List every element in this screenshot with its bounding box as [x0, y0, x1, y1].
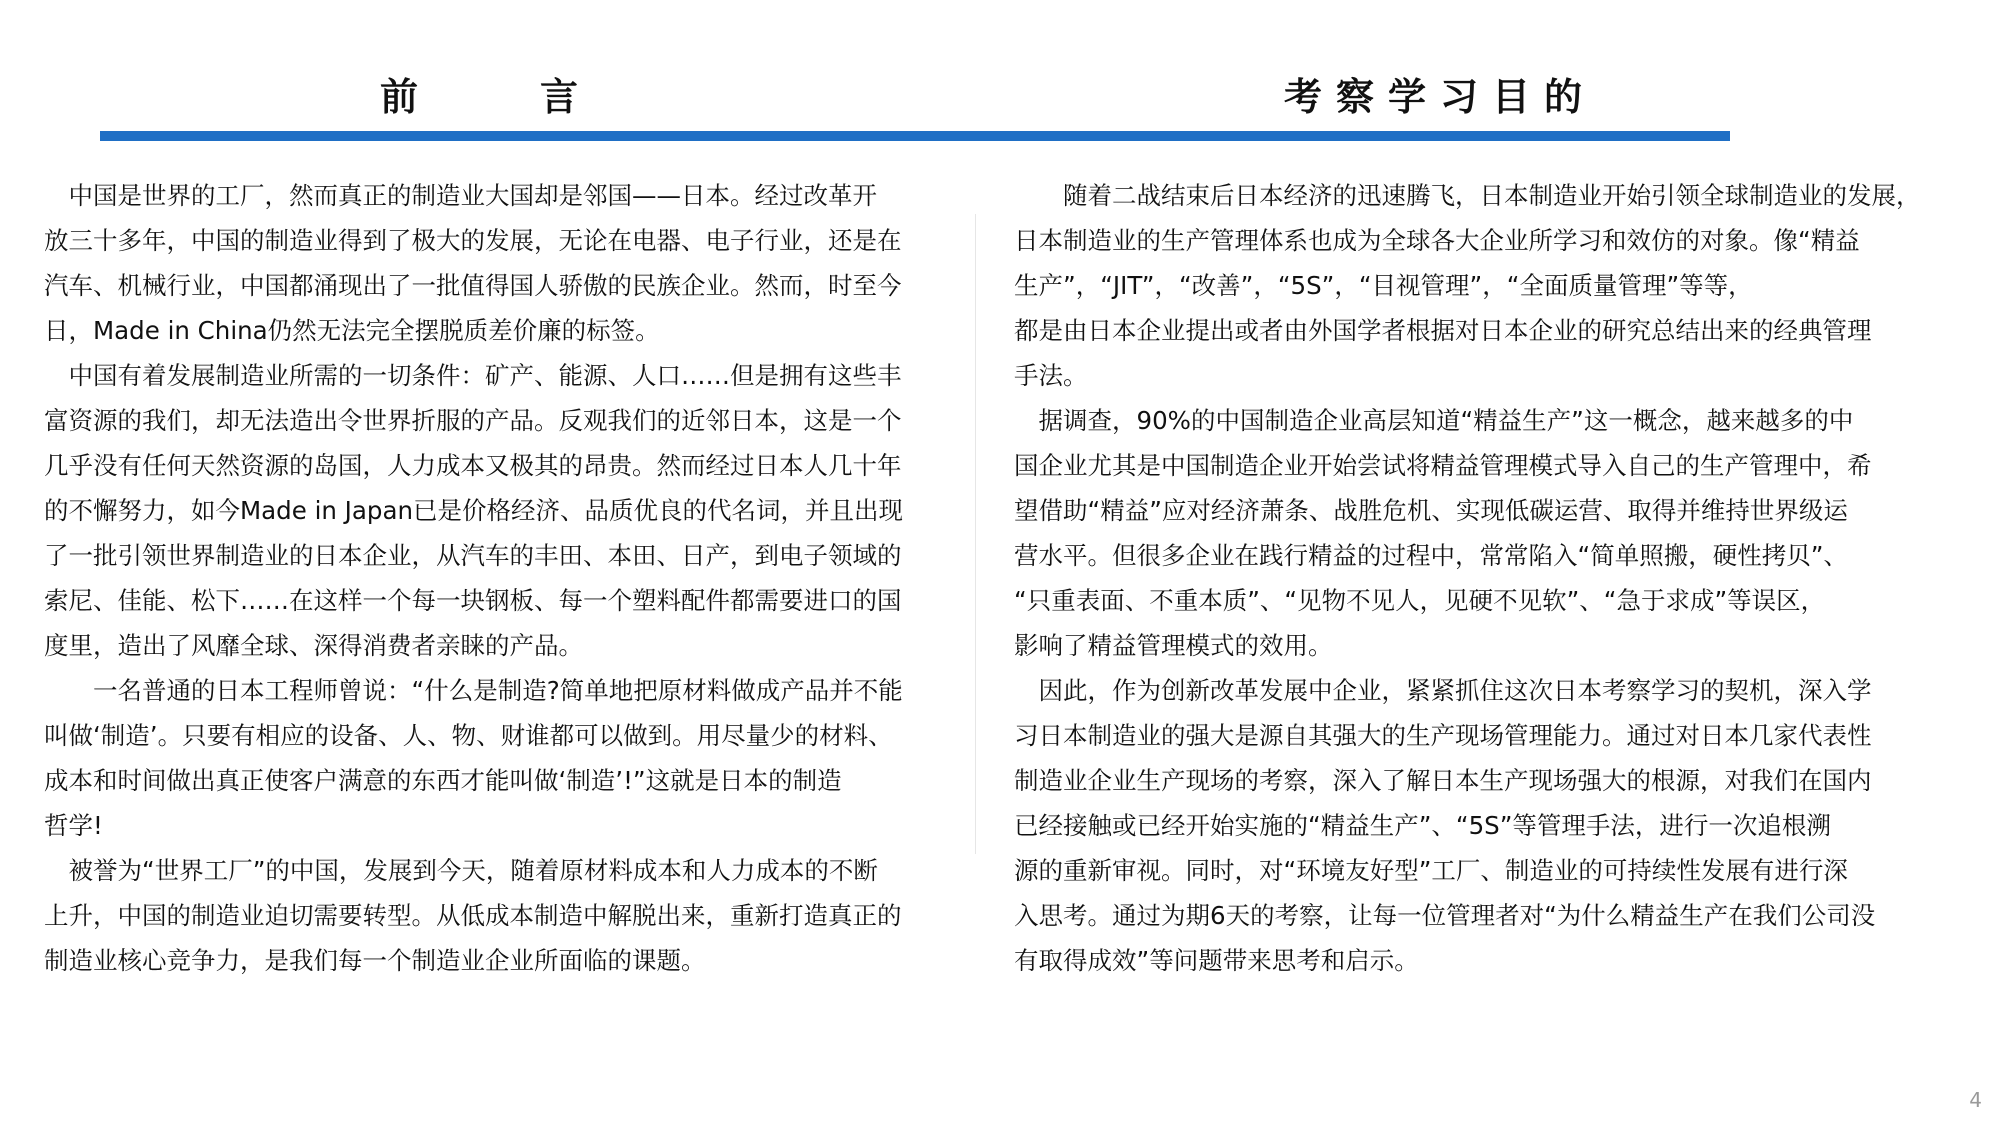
heading-preface-char-2: 言: [540, 75, 591, 119]
purpose-line: 入思考。通过为期6天的考察，让每一位管理者对“为什么精益生产在我们公司没: [1014, 901, 1876, 930]
preface-line: 哲学!: [44, 811, 103, 840]
purpose-line: 影响了精益管理模式的效用。: [1014, 631, 1333, 660]
preface-line: 一名普通的日本工程师曾说：“什么是制造?简单地把原材料做成产品并不能: [44, 676, 903, 705]
purpose-line: “只重表面、不重本质”、“见物不见人，见硬不见软”、“急于求成”等误区，: [1014, 586, 1826, 615]
purpose-line: 生产”，“JIT”，“改善”，“5S”，“目视管理”，“全面质量管理”等等，: [1014, 271, 1753, 300]
heading-preface-char-1: 前: [380, 75, 431, 119]
preface-line: 几乎没有任何天然资源的岛国，人力成本又极其的昂贵。然而经过日本人几十年: [44, 451, 902, 480]
preface-line: 中国有着发展制造业所需的一切条件：矿产、能源、人口……但是拥有这些丰: [44, 361, 902, 390]
purpose-line: 国企业尤其是中国制造企业开始尝试将精益管理模式导入自己的生产管理中，希: [1014, 451, 1872, 480]
title-underline-bar: [100, 131, 1730, 141]
purpose-line: 因此，作为创新改革发展中企业，紧紧抓住这次日本考察学习的契机，深入学: [1014, 676, 1872, 705]
purpose-line: 有取得成效”等问题带来思考和启示。: [1014, 946, 1419, 975]
preface-line: 富资源的我们，却无法造出令世界折服的产品。反观我们的近邻日本，这是一个: [44, 406, 902, 435]
preface-text-column: [44, 173, 944, 983]
purpose-line: 已经接触或已经开始实施的“精益生产”、“5S”等管理手法，进行一次追根溯: [1014, 811, 1831, 840]
purpose-text-column: [1014, 173, 1934, 983]
preface-line: 成本和时间做出真正使客户满意的东西才能叫做‘制造’!”这就是日本的制造: [44, 766, 842, 795]
preface-line: 度里，造出了风靡全球、深得消费者亲睐的产品。: [44, 631, 583, 660]
purpose-line: 手法。: [1014, 361, 1088, 390]
purpose-line: 制造业企业生产现场的考察，深入了解日本生产现场强大的根源，对我们在国内: [1014, 766, 1872, 795]
preface-line: 索尼、佳能、松下……在这样一个每一块钢板、每一个塑料配件都需要进口的国: [44, 586, 902, 615]
column-divider: [975, 214, 976, 854]
preface-line: 被誉为“世界工厂”的中国，发展到今天，随着原材料成本和人力成本的不断: [44, 856, 878, 885]
preface-line: 的不懈努力，如今Made in Japan已是价格经济、品质优良的代名词，并且出现: [44, 496, 904, 525]
purpose-line: 营水平。但很多企业在践行精益的过程中，常常陷入“简单照搬，硬性拷贝”、: [1014, 541, 1848, 570]
purpose-line: 日本制造业的生产管理体系也成为全球各大企业所学习和效仿的对象。像“精益: [1014, 226, 1860, 255]
purpose-line: 习日本制造业的强大是源自其强大的生产现场管理能力。通过对日本几家代表性: [1014, 721, 1872, 750]
preface-line: 了一批引领世界制造业的日本企业，从汽车的丰田、本田、日产，到电子领域的: [44, 541, 902, 570]
preface-line: 上升，中国的制造业迫切需要转型。从低成本制造中解脱出来，重新打造真正的: [44, 901, 902, 930]
purpose-line: 据调查，90%的中国制造企业高层知道“精益生产”这一概念，越来越多的中: [1014, 406, 1854, 435]
preface-line: 制造业核心竞争力，是我们每一个制造业企业所面临的课题。: [44, 946, 706, 975]
purpose-line: 源的重新审视。同时，对“环境友好型”工厂、制造业的可持续性发展有进行深: [1014, 856, 1848, 885]
heading-preface: [380, 66, 590, 121]
preface-line: 中国是世界的工厂，然而真正的制造业大国却是邻国——日本。经过改革开: [44, 181, 877, 210]
heading-purpose: 考察学习目的: [1284, 75, 1597, 119]
purpose-line: 随着二战结束后日本经济的迅速腾飞，日本制造业开始引领全球制造业的发展，: [1014, 181, 1921, 210]
preface-line: 放三十多年，中国的制造业得到了极大的发展，无论在电器、电子行业，还是在: [44, 226, 902, 255]
preface-line: 汽车、机械行业，中国都涌现出了一批值得国人骄傲的民族企业。然而，时至今: [44, 271, 902, 300]
preface-line: 叫做‘制造’。只要有相应的设备、人、物、财谁都可以做到。用尽量少的材料、: [44, 721, 893, 750]
page-number: 4: [1969, 1088, 1982, 1112]
purpose-line: 都是由日本企业提出或者由外国学者根据对日本企业的研究总结出来的经典管理: [1014, 316, 1872, 345]
preface-line: 日，Made in China仍然无法完全摆脱质差价廉的标签。: [44, 316, 660, 345]
purpose-line: 望借助“精益”应对经济萧条、战胜危机、实现低碳运营、取得并维持世界级运: [1014, 496, 1848, 525]
